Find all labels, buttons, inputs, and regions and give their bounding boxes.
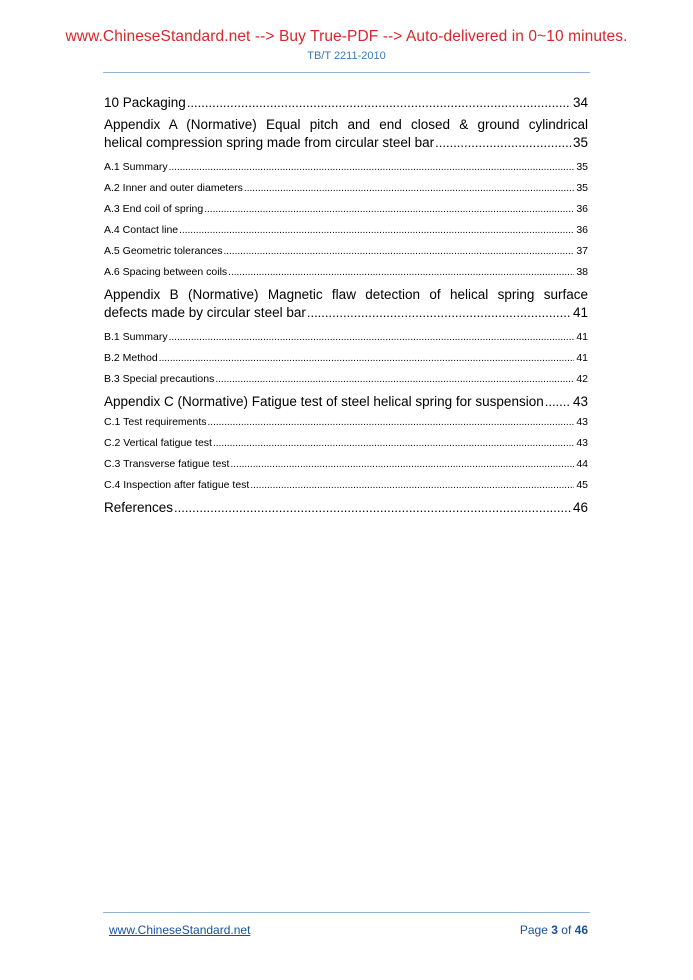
toc-entry-appendix-c[interactable] [104, 393, 588, 415]
toc-entry-page: 46 [572, 500, 588, 515]
dot-leader [204, 203, 574, 217]
toc-entry-title: References [104, 500, 174, 515]
toc-entry-a1[interactable] [104, 160, 588, 181]
footer-website-link[interactable]: www.ChineseStandard.net [109, 923, 251, 937]
page-of-label: of [561, 923, 572, 937]
toc-entry-page: 42 [576, 373, 588, 385]
toc-entry-b1[interactable] [104, 330, 588, 351]
toc-entry-title: A.5 Geometric tolerances [104, 245, 223, 257]
toc-entry-page: 41 [572, 305, 588, 320]
dot-leader [213, 437, 574, 451]
toc-entry-page: 35 [576, 182, 588, 194]
page-label: Page [519, 923, 548, 937]
dot-leader [215, 373, 574, 387]
toc-entry-page: 44 [576, 458, 588, 470]
dot-leader [230, 458, 574, 472]
toc-entry-page: 41 [576, 352, 588, 364]
toc-entry-page: 43 [576, 437, 588, 449]
toc-entry-title: A.4 Contact line [104, 224, 179, 236]
toc-entry-title: B.3 Special precautions [104, 373, 215, 385]
dot-leader [223, 245, 574, 259]
header-divider [103, 72, 590, 73]
toc-entry-page: 35 [576, 161, 588, 173]
total-pages: 46 [574, 923, 588, 937]
toc-entry-title-line2: defects made by circular steel bar [104, 305, 306, 320]
toc-entry-title-line1: Appendix B (Normative) Magnetic flaw detection of helical spring surface [104, 287, 588, 302]
toc-entry-title: B.2 Method [104, 352, 158, 364]
page-number [520, 923, 588, 937]
toc-entry-page: 37 [576, 245, 588, 257]
dot-leader [307, 304, 571, 322]
toc-entry-b3[interactable] [104, 372, 588, 393]
dot-leader [169, 161, 575, 175]
toc-entry-title: A.2 Inner and outer diameters [104, 182, 243, 194]
toc-entry-b2[interactable] [104, 351, 588, 372]
dot-leader [545, 393, 571, 411]
toc-entry-page: 43 [572, 394, 588, 409]
toc-entry-page: 38 [576, 266, 588, 278]
footer-divider [103, 912, 590, 913]
toc-entry-a5[interactable] [104, 244, 588, 265]
dot-leader [435, 134, 571, 152]
dot-leader [187, 94, 571, 112]
toc-entry-title: C.4 Inspection after fatigue test [104, 479, 250, 491]
toc-entry-page: 41 [576, 331, 588, 343]
table-of-contents [104, 94, 588, 521]
toc-entry-title: A.6 Spacing between coils [104, 266, 228, 278]
toc-entry-a2[interactable] [104, 181, 588, 202]
document-code: TB/T 2211-2010 [307, 50, 386, 62]
toc-entry-page: 36 [576, 224, 588, 236]
toc-entry-c3[interactable] [104, 457, 588, 478]
toc-entry-title: A.3 End coil of spring [104, 203, 204, 215]
toc-entry-packaging[interactable] [104, 94, 588, 116]
toc-entry-title: C.3 Transverse fatigue test [104, 458, 230, 470]
toc-entry-a3[interactable] [104, 202, 588, 223]
toc-entry-c1[interactable] [104, 415, 588, 436]
dot-leader [169, 331, 575, 345]
toc-entry-title: B.1 Summary [104, 331, 168, 343]
dot-leader [228, 266, 574, 280]
current-page: 3 [551, 923, 558, 937]
toc-entry-title-line2: helical compression spring made from circular steel bar [104, 135, 435, 150]
toc-entry-c2[interactable] [104, 436, 588, 457]
toc-entry-page: 43 [576, 416, 588, 428]
toc-entry-appendix-b[interactable] [104, 286, 588, 326]
toc-entry-title: A.1 Summary [104, 161, 168, 173]
toc-entry-title: C.2 Vertical fatigue test [104, 437, 212, 449]
dot-leader [250, 479, 574, 493]
dot-leader [159, 352, 575, 366]
toc-entry-a4[interactable] [104, 223, 588, 244]
dot-leader [174, 499, 571, 517]
toc-entry-page: 34 [572, 95, 588, 110]
toc-entry-title: 10 Packaging [104, 95, 186, 110]
promo-banner[interactable]: www.ChineseStandard.net --> Buy True-PDF --> Auto-delivered in 0~10 minutes. [65, 28, 628, 45]
toc-entry-title: Appendix C (Normative) Fatigue test of steel helical spring for suspension [104, 394, 544, 409]
toc-entry-title-line1: Appendix A (Normative) Equal pitch and end closed & ground cylindrical [104, 117, 588, 132]
dot-leader [179, 224, 574, 238]
toc-entry-page: 36 [576, 203, 588, 215]
toc-entry-references[interactable] [104, 499, 588, 521]
dot-leader [208, 416, 575, 430]
toc-entry-page: 45 [576, 479, 588, 491]
toc-entry-c4[interactable] [104, 478, 588, 499]
toc-entry-appendix-a[interactable] [104, 116, 588, 156]
dot-leader [244, 182, 574, 196]
toc-entry-page: 35 [572, 135, 588, 150]
toc-entry-a6[interactable] [104, 265, 588, 286]
toc-entry-title: C.1 Test requirements [104, 416, 207, 428]
